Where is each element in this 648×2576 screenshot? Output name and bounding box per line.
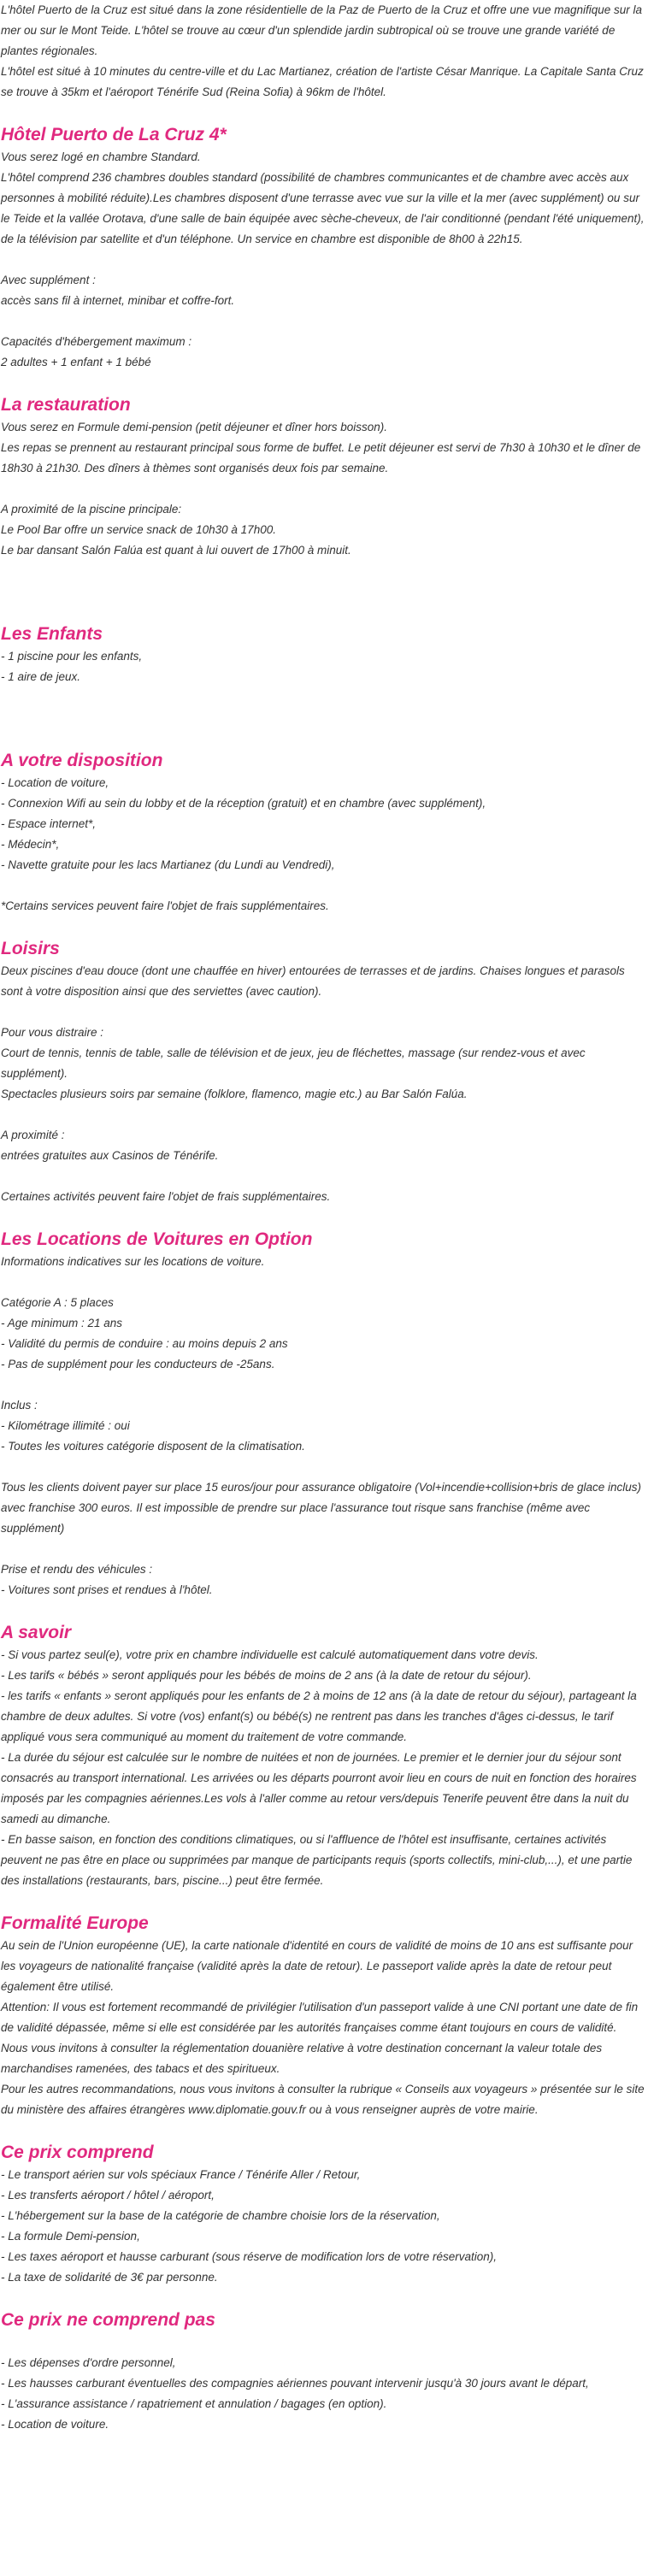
blank-line — [1, 1166, 647, 1187]
blank-line — [1, 373, 647, 393]
section-paragraph — [1, 332, 647, 373]
text-line: - La taxe de solidarité de 3€ par personne. — [1, 2271, 218, 2284]
section-heading: Les Locations de Voitures en Option — [1, 1229, 313, 1249]
section-heading: Les Enfants — [1, 624, 103, 644]
text-line: - Age minimum : 21 ans — [1, 1317, 123, 1329]
text-line: - Validité du permis de conduire : au moins depuis 2 ans — [1, 1337, 288, 1350]
blank-line — [1, 250, 647, 270]
section-les-locations-de-voitures-en-option — [1, 1228, 647, 1621]
text-line: - Les taxes aéroport et hausse carburant (sous réserve de modification lors de votre réservation), — [1, 2250, 498, 2263]
intro-text — [1, 0, 647, 103]
section-paragraph — [1, 1252, 647, 1272]
section-paragraph — [1, 708, 647, 728]
text-line: - Location de voiture. — [1, 2418, 109, 2431]
text-line: - Le transport aérien sur vols spéciaux France / Ténérife Aller / Retour, — [1, 2168, 361, 2181]
text-line: 2 adultes + 1 enfant + 1 bébé — [1, 356, 151, 368]
text-line: Les repas se prennent au restaurant principal sous forme de buffet. Le petit déjeuner est servi de 7h30 à 10h30 et le dîner de 18h30 à 21h30. Des dîners à thèmes sont organisés deux fois par semaine. — [1, 441, 641, 475]
text-line — [1, 2332, 647, 2353]
text-line: Tous les clients doivent payer sur place 15 euros/jour pour assurance obligatoire (Vol+incendie+collision+bris de glace inclus) avec franchise 300 euros. Il est impossible de prendre sur place l'assurance tout risque sans franchise (même avec supplément) — [1, 1481, 642, 1535]
text-line: - 1 aire de jeux. — [1, 670, 81, 683]
text-line: Pour les autres recommandations, nous vous invitons à consulter la rubrique « Conseils aux voyageurs » présentée sur le site du ministère des affaires étrangères www.diplomatie.gouv.fr ou à vous renseigner auprès de votre mairie. — [1, 2083, 645, 2116]
text-line — [1, 581, 647, 602]
section-paragraph — [1, 1023, 647, 1105]
text-line: entrées gratuites aux Casinos de Ténérife. — [1, 1149, 219, 1162]
blank-line — [1, 917, 647, 937]
intro-line: L'hôtel Puerto de la Cruz est situé dans la zone résidentielle de la Paz de Puerto de la Cruz et offre une vue magnifique sur la mer ou sur le Mont Teide. L'hôtel se trouve au cœur d'un splendide jardin subtropical où se trouve une grande variété de plantes régionales. — [1, 3, 643, 57]
section-paragraph — [1, 2332, 647, 2435]
text-line: Spectacles plusieurs soirs par semaine (folklore, flamenco, magie etc.) au Bar Salón Falúa. — [1, 1088, 468, 1100]
section-ce-prix-comprend — [1, 2141, 647, 2308]
text-line: - Navette gratuite pour les lacs Martianez (du Lundi au Vendredi), — [1, 858, 335, 871]
section-heading: A savoir — [1, 1623, 72, 1642]
blank-line — [1, 2435, 647, 2455]
blank-line — [1, 1105, 647, 1125]
text-line: Certaines activités peuvent faire l'objet de frais supplémentaires. — [1, 1190, 331, 1203]
text-line: - Les dépenses d'ordre personnel, — [1, 2356, 176, 2369]
text-line: A proximité : — [1, 1129, 65, 1141]
blank-line — [1, 103, 647, 123]
blank-line — [1, 1457, 647, 1477]
text-line: - Les tarifs « bébés » seront appliqués pour les bébés de moins de 2 ans (à la date de retour du séjour). — [1, 1669, 532, 1682]
blank-line — [1, 1375, 647, 1395]
text-line: - La formule Demi-pension, — [1, 2230, 140, 2243]
blank-line — [1, 1891, 647, 1912]
text-line: Au sein de l'Union européenne (UE), la carte nationale d'identité en cours de validité de moins de 10 ans est suffisante pour les voyageurs de nationalité française (validité après la date de retour). Le passeport valide après la date de retour peut également être utilisé. — [1, 1939, 633, 1993]
section-heading: Loisirs — [1, 939, 60, 958]
blank-line — [1, 311, 647, 332]
text-line: - L'assurance assistance / rapatriement et annulation / bagages (en option). — [1, 2397, 387, 2410]
text-line: Capacités d'hébergement maximum : — [1, 335, 192, 348]
section-les-enfants — [1, 622, 647, 749]
blank-line — [1, 561, 647, 581]
text-line: Attention: Il vous est fortement recommandé de privilégier l'utilisation d'un passeport valide à une CNI portant une date de fin de validité dépassée, même si elle est considérée par les autorités françaises comme étant toujours en cours de validité. — [1, 2001, 639, 2034]
intro-line: L'hôtel est situé à 10 minutes du centre-ville et du Lac Martianez, création de l'artiste César Manrique. La Capitale Santa Cruz se trouve à 35km et l'aéroport Ténérife Sud (Reina Sofia) à 96km de l'hôtel. — [1, 65, 644, 98]
section-hotel-puerto-de-la-cruz-4 — [1, 123, 647, 393]
text-line: Avec supplément : — [1, 274, 96, 286]
section-paragraph — [1, 1187, 647, 1207]
section-paragraph — [1, 499, 647, 561]
section-paragraph — [1, 961, 647, 1002]
text-line: - Espace internet*, — [1, 817, 97, 830]
section-paragraph — [1, 270, 647, 311]
text-line: - 1 piscine pour les enfants, — [1, 650, 143, 663]
text-line: Court de tennis, tennis de table, salle de télévision et de jeux, jeu de fléchettes, massage (sur rendez-vous et avec supplément). — [1, 1046, 586, 1080]
text-line: - Les transferts aéroport / hôtel / aéroport, — [1, 2189, 215, 2202]
text-line: Inclus : — [1, 1399, 38, 1412]
text-line: *Certains services peuvent faire l'objet de frais supplémentaires. — [1, 899, 329, 912]
section-ce-prix-ne-comprend-pas — [1, 2308, 647, 2455]
section-paragraph — [1, 2165, 647, 2288]
section-paragraph — [1, 147, 647, 250]
text-line: Vous serez logé en chambre Standard. — [1, 150, 201, 163]
intro-paragraph — [1, 0, 647, 123]
blank-line — [1, 602, 647, 622]
section-paragraph — [1, 1395, 647, 1457]
section-paragraph — [1, 773, 647, 875]
section-paragraph — [1, 581, 647, 602]
text-line: Prise et rendu des véhicules : — [1, 1563, 153, 1576]
blank-line — [1, 875, 647, 896]
section-paragraph — [1, 646, 647, 687]
blank-line — [1, 479, 647, 499]
sections-container — [1, 123, 647, 2455]
section-a-savoir — [1, 1621, 647, 1912]
blank-line — [1, 2120, 647, 2141]
text-line: Le Pool Bar offre un service snack de 10h30 à 17h00. — [1, 523, 276, 536]
section-loisirs — [1, 937, 647, 1228]
section-paragraph — [1, 1293, 647, 1375]
text-line: - Voitures sont prises et rendues à l'hôtel. — [1, 1583, 213, 1596]
text-line: - Médecin*, — [1, 838, 60, 851]
section-paragraph — [1, 1645, 647, 1891]
text-line: - Pas de supplément pour les conducteurs de -25ans. — [1, 1358, 275, 1371]
text-line: - En basse saison, en fonction des conditions climatiques, ou si l'affluence de l'hôtel est insuffisante, certaines activités peuvent ne pas être en place ou supprimées par manque de participants requis (sports collectifs, mini-club,...), et une partie des installations (restaurants, bars, piscine...) peut être fermée. — [1, 1833, 633, 1887]
text-line: Vous serez en Formule demi-pension (petit déjeuner et dîner hors boisson). — [1, 421, 387, 433]
text-line: accès sans fil à internet, minibar et coffre-fort. — [1, 294, 235, 307]
text-line: - Location de voiture, — [1, 776, 109, 789]
text-line: - L'hébergement sur la base de la catégorie de chambre choisie lors de la réservation, — [1, 2209, 440, 2222]
text-line: - Toutes les voitures catégorie disposent de la climatisation. — [1, 1440, 305, 1453]
section-paragraph — [1, 1125, 647, 1166]
section-formalite-europe — [1, 1912, 647, 2141]
blank-line — [1, 728, 647, 749]
blank-line — [1, 1539, 647, 1559]
section-paragraph — [1, 417, 647, 479]
section-paragraph — [1, 896, 647, 917]
section-paragraph — [1, 1936, 647, 2120]
section-heading: Formalité Europe — [1, 1913, 149, 1933]
text-line: - Les hausses carburant éventuelles des compagnies aériennes pouvant intervenir jusqu'à 30 jours avant le départ, — [1, 2377, 589, 2390]
text-line: Pour vous distraire : — [1, 1026, 104, 1039]
blank-line — [1, 687, 647, 708]
section-heading: La restauration — [1, 395, 131, 415]
text-line: - La durée du séjour est calculée sur le nombre de nuitées et non de journées. Le premier et le dernier jour du séjour sont consacrés au transport international. Les arrivées ou les départs pourront avoir lieu en cours de nuit en fonction des horaires imposés par les compagnies aériennes.Les vols à l'aller comme au retour vers/depuis Tenerife peuvent être dans la nuit du samedi au dimanche. — [1, 1751, 637, 1825]
text-line — [1, 708, 647, 728]
text-line: Deux piscines d'eau douce (dont une chauffée en hiver) entourées de terrasses et de jardins. Chaises longues et parasols sont à votre disposition ainsi que des serviettes (avec caution). — [1, 964, 625, 998]
blank-line — [1, 1207, 647, 1228]
section-paragraph — [1, 1559, 647, 1600]
section-a-votre-disposition — [1, 749, 647, 937]
section-paragraph — [1, 1477, 647, 1539]
text-line: Informations indicatives sur les locations de voiture. — [1, 1255, 265, 1268]
text-line: - les tarifs « enfants » seront appliqués pour les enfants de 2 à moins de 12 ans (à la date de retour du séjour), partageant la chambre de deux adultes. Si votre (vos) enfant(s) ou bébé(s) ne rentrent pas dans les tranches d'âges ci-dessus, le tarif appliqué vous sera communiqué au moment du traitement de votre commande. — [1, 1689, 637, 1743]
section-heading: A votre disposition — [1, 751, 163, 770]
section-heading: Ce prix comprend — [1, 2143, 154, 2162]
text-line: Le bar dansant Salón Falúa est quant à lui ouvert de 17h00 à minuit. — [1, 544, 351, 557]
blank-line — [1, 1272, 647, 1293]
text-line: L'hôtel comprend 236 chambres doubles standard (possibilité de chambres communicantes et de chambre avec accès aux personnes à mobilité réduite).Les chambres disposent d'une terrasse avec vue sur la ville et la mer (avec supplément) ou sur le Teide et la vallée Orotava, d'une salle de bain équipée avec sèche-cheveux, de l'air conditionné (pendant l'été uniquement), de la télévision par satellite et d'un téléphone. Un service en chambre est disponible de 8h00 à 22h15. — [1, 171, 645, 245]
text-line: - Connexion Wifi au sein du lobby et de la réception (gratuit) et en chambre (avec supplément), — [1, 797, 486, 810]
blank-line — [1, 1002, 647, 1023]
section-la-restauration — [1, 393, 647, 622]
text-line: - Kilométrage illimité : oui — [1, 1419, 130, 1432]
blank-line — [1, 2288, 647, 2308]
text-line: Catégorie A : 5 places — [1, 1296, 114, 1309]
section-heading: Ce prix ne comprend pas — [1, 2310, 215, 2330]
text-line: Nous vous invitons à consulter la réglementation douanière relative à votre destination concernant la valeur totale des marchandises ramenées, des tabacs et des spiritueux. — [1, 2042, 603, 2075]
text-line: - Si vous partez seul(e), votre prix en chambre individuelle est calculé automatiquement dans votre devis. — [1, 1648, 539, 1661]
blank-line — [1, 1600, 647, 1621]
text-line: A proximité de la piscine principale: — [1, 503, 182, 516]
section-heading: Hôtel Puerto de La Cruz 4* — [1, 125, 227, 144]
